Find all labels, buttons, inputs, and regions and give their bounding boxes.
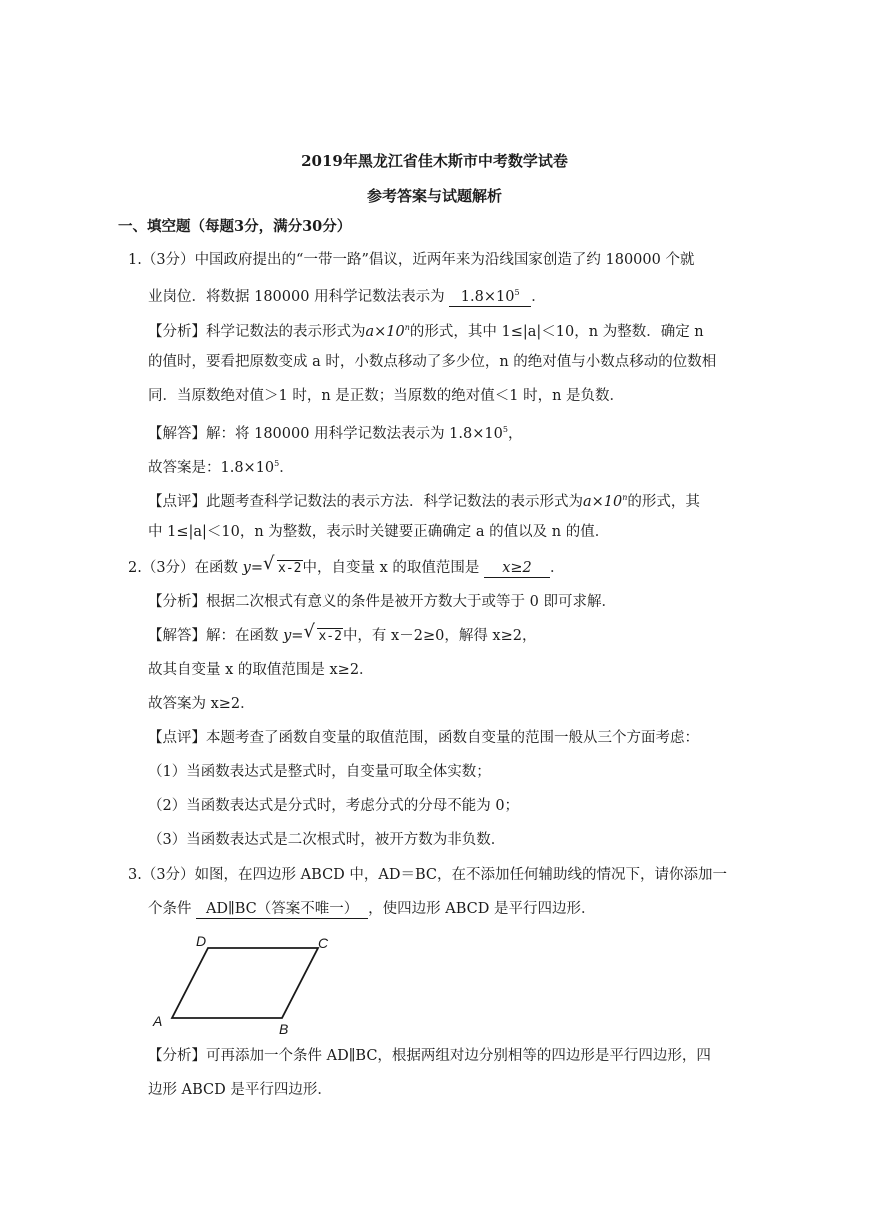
q2-solution-1b: 中，有 x－2≥0，解得 x≥2， (342, 628, 537, 644)
q1-answer-base: 1.8×10 (460, 289, 515, 305)
q1-solution-2b: 5 (274, 459, 280, 468)
q2-solution-tag: 【解答】 (148, 628, 206, 644)
q2-number: 2.（3分） (128, 560, 195, 576)
q2-text-a: 在函数 (194, 560, 239, 576)
q1-analysis-1a: 科学记数法的表示形式为 (206, 324, 366, 340)
q2-solution-line-3: 故答案为 x≥2． (148, 696, 255, 712)
q1-number: 1.（3分） (128, 252, 195, 268)
q2-func-y: y= (242, 560, 264, 576)
q1-analysis-1c: n (404, 323, 410, 332)
parallelogram-figure (145, 930, 345, 1035)
q3-text-a: 如图，在四边形 ABCD 中，AD＝BC，在不添加任何辅助线的情况下，请你添加一 (194, 867, 728, 883)
sqrt-expression: √ x-2 (263, 553, 302, 576)
q2-text-c: ． (550, 560, 565, 576)
q2-solution-1a: 解：在函数 (206, 628, 279, 644)
q1-answer-blank (449, 284, 531, 307)
q1-comment-line-1 (148, 488, 700, 512)
q2-comment-1: 本题考查了函数自变量的取值范围，函数自变量的范围一般从三个方面考虑： (206, 730, 699, 746)
q1-text-b1: 业岗位．将数据 180000 用科学记数法表示为 (148, 289, 445, 305)
page-title: 2019年黑龙江省佳木斯市中考数学试卷 (301, 152, 568, 170)
q3-analysis-line-1 (148, 1046, 711, 1066)
q3-analysis-1: 可再添加一个条件 AD∥BC，根据两组对边分别相等的四边形是平行四边形，四 (206, 1048, 711, 1064)
q1-text-a: 中国政府提出的“一带一路”倡议，近两年来为沿线国家创造了约 180000 个就 (194, 252, 695, 268)
q1-comment-tag: 【点评】 (148, 494, 206, 510)
q1-analysis-1d: 的形式，其中 1≤|a|＜10，n 为整数．确定 n (409, 324, 704, 340)
q1-comment-line-2: 中 1≤|a|＜10，n 为整数，表示时关键要正确确定 a 的值以及 n 的值． (148, 524, 610, 540)
q1-analysis-1b: a×10 (365, 324, 405, 340)
q2-solution-line-1 (148, 621, 537, 647)
vertex-label-d: D (196, 933, 207, 949)
q1-solution-tag: 【解答】 (148, 426, 206, 442)
q2-analysis-tag: 【分析】 (148, 594, 206, 610)
q1-analysis-line-1 (148, 318, 704, 342)
parallelogram-abcd (172, 948, 318, 1018)
q2-comment-line-4: （3）当函数表达式是二次根式时，被开方数为非负数． (148, 832, 506, 848)
q1-comment-1b: a×10 (583, 494, 623, 510)
q1-solution-1b: 5 (502, 425, 508, 434)
vertex-label-b: B (279, 1021, 289, 1035)
q2-comment-line-1 (148, 728, 699, 748)
q2-answer-blank: x≥2 (484, 559, 550, 578)
q2-comment-line-3: （2）当函数表达式是分式时，考虑分式的分母不能为 0； (148, 798, 520, 814)
q2-radicand: x-2 (278, 561, 302, 576)
q2-analysis: 根据二次根式有意义的条件是被开方数大于或等于 0 即可求解． (206, 594, 616, 610)
q3-answer-blank: AD∥BC（答案不唯一） (196, 900, 368, 919)
q1-solution-1c: ， (507, 426, 523, 442)
q3-number: 3.（3分） (128, 867, 195, 883)
q2-solution-line-2: 故其自变量 x 的取值范围是 x≥2． (148, 662, 374, 678)
q1-solution-1a: 解：将 180000 用科学记数法表示为 1.8×10 (206, 426, 503, 442)
vertex-label-c: C (318, 935, 329, 951)
q2-comment-tag: 【点评】 (148, 730, 206, 746)
sqrt-expression-2: √ x-2 (303, 621, 342, 644)
q1-answer-exp: 5 (514, 288, 520, 297)
q1-solution-2a: 故答案是：1.8×10 (148, 460, 275, 476)
q1-text-b2: ． (531, 289, 546, 305)
q2-func-y-2: y= (283, 628, 304, 644)
vertex-label-a: A (153, 1013, 163, 1029)
q3-line-1 (128, 865, 727, 885)
q2-text-b: 中，自变量 x 的取值范围是 (302, 560, 480, 576)
q1-comment-1c: n (622, 493, 628, 502)
q2-radicand-2: x-2 (318, 629, 342, 644)
section-heading: 一、填空题（每题3分，满分30分） (118, 218, 352, 235)
q3-text-b2: ，使四边形 ABCD 是平行四边形． (368, 901, 596, 917)
q3-text-b1: 个条件 (148, 901, 192, 917)
q1-analysis-tag: 【分析】 (148, 324, 206, 340)
q1-comment-1d: 的形式，其 (627, 494, 700, 510)
q1-solution-line-2 (148, 454, 294, 478)
q1-solution-line-1 (148, 420, 522, 444)
q2-line-1 (128, 553, 565, 579)
q1-solution-2c: ． (279, 460, 294, 476)
q3-analysis-line-2: 边形 ABCD 是平行四边形． (148, 1082, 332, 1098)
q3-analysis-tag: 【分析】 (148, 1048, 206, 1064)
q2-analysis-line (148, 592, 616, 612)
q3-line-2 (148, 899, 595, 919)
q1-analysis-line-2: 的值时，要看把原数变成 a 时，小数点移动了多少位，n 的绝对值与小数点移动的位数相 (148, 354, 717, 370)
q2-comment-line-2: （1）当函数表达式是整式时，自变量可取全体实数； (148, 764, 491, 780)
page-subtitle: 参考答案与试题解析 (366, 187, 502, 205)
q1-comment-1a: 此题考查科学记数法的表示方法．科学记数法的表示形式为 (206, 494, 583, 510)
q1-line-1 (128, 250, 694, 270)
q1-analysis-line-3: 同．当原数绝对值＞1 时，n 是正数；当原数的绝对值＜1 时，n 是负数． (148, 388, 625, 404)
q1-line-2 (148, 284, 546, 307)
